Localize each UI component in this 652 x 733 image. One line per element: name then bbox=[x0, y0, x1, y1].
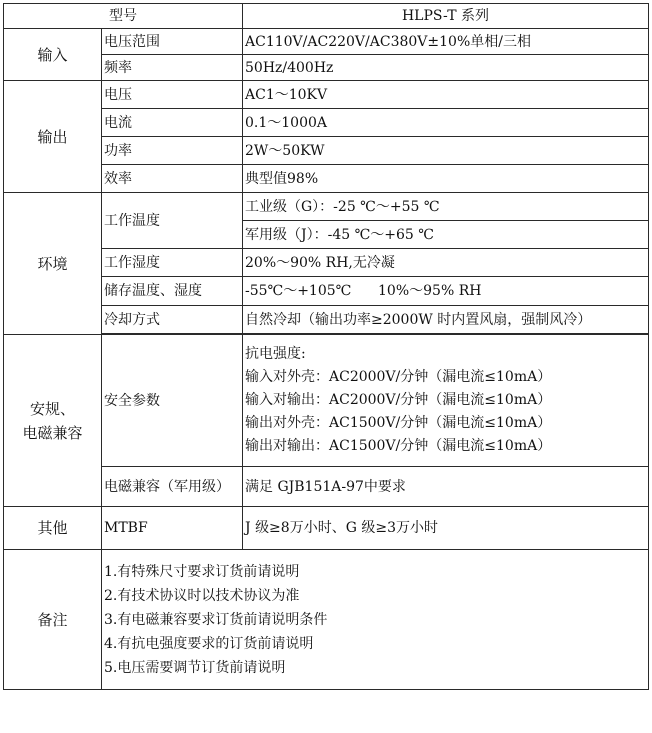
note-line: 3.有电磁兼容要求订货前请说明条件 bbox=[104, 611, 328, 628]
header-model: 型号 bbox=[4, 4, 243, 29]
env-storage-value: -55℃～+105℃ 10%～95% RH bbox=[243, 277, 649, 306]
emc-label: 电磁兼容（军用级） bbox=[102, 467, 243, 507]
safety-params-label: 安全参数 bbox=[102, 335, 243, 467]
env-cooling-label: 冷却方式 bbox=[102, 306, 243, 334]
notes-content bbox=[102, 550, 649, 690]
group-environment: 环境 bbox=[4, 193, 102, 335]
group-input: 输入 bbox=[4, 29, 102, 81]
env-temp-label: 工作温度 bbox=[102, 193, 243, 249]
mtbf-value: J 级≥8万小时、G 级≥3万小时 bbox=[243, 507, 649, 550]
group-other: 其他 bbox=[4, 507, 102, 550]
safety-line: 输入对输出：AC2000V/分钟（漏电流≤10mA） bbox=[245, 392, 552, 408]
note-line: 4.有抗电强度要求的订货前请说明 bbox=[104, 635, 314, 652]
env-humidity-label: 工作湿度 bbox=[102, 249, 243, 277]
note-line: 1.有特殊尺寸要求订货前请说明 bbox=[104, 563, 300, 580]
group-notes: 备注 bbox=[4, 550, 102, 690]
env-humidity-value: 20%～90% RH,无冷凝 bbox=[243, 249, 649, 277]
safety-line: 输出对外壳：AC1500V/分钟（漏电流≤10mA） bbox=[245, 415, 552, 431]
safety-line: 输出对输出：AC1500V/分钟（漏电流≤10mA） bbox=[245, 438, 552, 454]
output-voltage-value: AC1～10KV bbox=[243, 81, 649, 109]
output-current-label: 电流 bbox=[102, 109, 243, 137]
output-current-value: 0.1～1000A bbox=[243, 109, 649, 137]
output-power-value: 2W～50KW bbox=[243, 137, 649, 165]
output-efficiency-value: 典型值98% bbox=[243, 165, 649, 193]
safety-params-value bbox=[243, 335, 649, 467]
note-line: 5.电压需要调节订货前请说明 bbox=[104, 659, 286, 676]
spec-table bbox=[3, 3, 649, 690]
input-voltage-value: AC110V/AC220V/AC380V±10%单相/三相 bbox=[243, 29, 649, 55]
output-voltage-row bbox=[4, 81, 649, 109]
mtbf-label: MTBF bbox=[102, 507, 243, 550]
input-voltage-label: 电压范围 bbox=[102, 29, 243, 55]
group-safety-line1: 安规、 bbox=[29, 399, 75, 418]
notes-row bbox=[4, 550, 649, 690]
group-safety-emc bbox=[4, 335, 102, 507]
input-frequency-value: 50Hz/400Hz bbox=[243, 55, 649, 81]
input-frequency-label: 频率 bbox=[102, 55, 243, 81]
input-voltage-row bbox=[4, 29, 649, 55]
safety-line: 输入对外壳：AC2000V/分钟（漏电流≤10mA） bbox=[245, 369, 552, 385]
header-series: HLPS-T 系列 bbox=[243, 4, 649, 29]
safety-params-row bbox=[4, 335, 649, 467]
env-temp-row bbox=[4, 193, 649, 221]
note-line: 2.有技术协议时以技术协议为准 bbox=[104, 587, 300, 604]
safety-line: 抗电强度: bbox=[245, 346, 306, 362]
header-row bbox=[4, 4, 649, 29]
group-safety-line2: 电磁兼容 bbox=[22, 423, 83, 442]
env-temp-military: 军用级（J）：-45 ℃～+65 ℃ bbox=[243, 221, 649, 249]
output-voltage-label: 电压 bbox=[102, 81, 243, 109]
other-mtbf-row bbox=[4, 507, 649, 550]
output-power-label: 功率 bbox=[102, 137, 243, 165]
emc-value: 满足 GJB151A-97中要求 bbox=[243, 467, 649, 507]
env-storage-label: 储存温度、湿度 bbox=[102, 277, 243, 306]
env-temp-industrial: 工业级（G）：-25 ℃～+55 ℃ bbox=[243, 193, 649, 221]
output-efficiency-label: 效率 bbox=[102, 165, 243, 193]
env-cooling-value: 自然冷却（输出功率≥2000W 时内置风扇，强制风冷） bbox=[243, 306, 649, 334]
group-output: 输出 bbox=[4, 81, 102, 193]
